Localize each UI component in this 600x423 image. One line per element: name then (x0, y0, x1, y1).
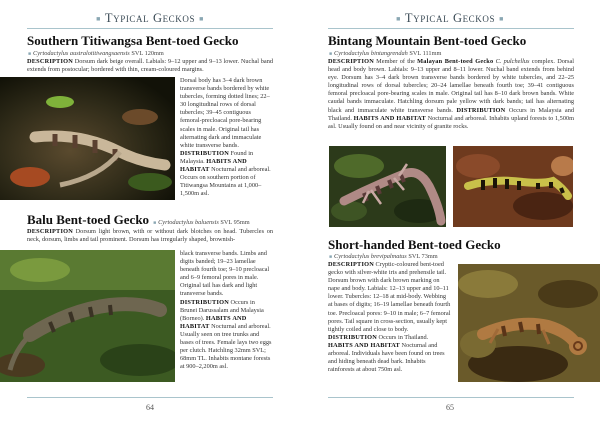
running-head: ■ Typical Geckos ■ (396, 11, 504, 25)
page-65 (300, 0, 600, 423)
gecko-photo-southern-titiwangsa (0, 77, 175, 200)
page-number: 64 (146, 403, 154, 412)
species-description: DESCRIPTION Cryptic-coloured bent-toed gecko with silver-white iris and prehensile tail. Dorsum brown with dark brown marking on nape and body. Labials: 12–13 upper and 10–11 lower. Tubercles: 12–18 at mid-body. Webbing at bases of digits; 16–19 lamellae beneath fourth toe. Precloacal pores: 9–10 in male; 6–7 femoral pores. Tail square in cross-section, usually kept tightly coiled and close to body. DISTRIBUTION Occurs in Thailand. HABITS AND HABITAT Nocturnal and arboreal. Individuals have been found on trees and hiding beneath dead bark. Inhabits rainforests at about 750m asl. (328, 261, 451, 374)
species-title: Balu Bent-toed Gecko ■ Cyrtodactylus baluensis SVL 95mm (27, 212, 250, 227)
gecko-photo-balu (0, 250, 175, 382)
square-bullet-icon: ■ (396, 15, 401, 24)
species-scientific-line: ■ Cyrtodactylus brevipalmatus SVL 73mm (329, 253, 438, 260)
footer-rule (328, 397, 574, 398)
species-scientific-line: ■ Cyrtodactylus australotitiwangsaensis SVL 120mm (28, 50, 164, 57)
species-description: DESCRIPTION Member of the Malayan Bent-toed Gecko C. pulchellus complex. Dorsal head and body brown. Labials: 9–13 upper and 8–11 lower. Nuchal band extends from behind eye. Dorsum has 3–4 dark brown transverse bands bordered by white tubercles, and 22–25 longitudinal rows of dorsal tubercles; 20–24 lamellae beneath fourth toe; 39–41 contiguous femoral precloacal pore-bearing scales in male. Original tail has 8–10 dark brown bands. White caudal bands immaculate. Hatchling dorsum pale yellow with dark bands; tail has alternating black and immaculate white transverse bands. DISTRIBUTION Occurs in Malaysia and Thailand. HABITS AND HABITAT Nocturnal and arboreal. Inhabits upland forests to 1,500m asl. Usually found on and near vicinity of granite rocks. (328, 58, 575, 130)
species-description-continued: Dorsal body has 3–4 dark brown transverse bands bordered by white tubercles, forming dotted lines; 22–30 longitudinal rows of dorsal tubercles; 39–45 contiguous femoral-precloacal pore-bearing scales in male. Original tail has alternating dark and immaculate white transverse bands. DISTRIBUTION Found in Malaysia. HABITS AND HABITAT Nocturnal and arboreal. Occurs on southern portion of Titiwangsa Mountains at 1,000–1,500m asl. (180, 77, 271, 198)
square-bullet-icon: ■ (153, 221, 157, 226)
species-scientific-line: ■ Cyrtodactylus baluensis SVL 95mm (153, 219, 250, 226)
species-title: Short-handed Bent-toed Gecko (328, 237, 501, 252)
footer-rule (27, 397, 273, 398)
species-title: Bintang Mountain Bent-toed Gecko (328, 33, 527, 48)
square-bullet-icon: ■ (329, 255, 333, 260)
square-bullet-icon: ■ (199, 15, 204, 24)
gecko-photo-short-handed (458, 264, 600, 382)
page-number: 65 (446, 403, 454, 412)
square-bullet-icon: ■ (28, 52, 32, 57)
header-rule (27, 28, 273, 29)
running-head: ■ Typical Geckos ■ (96, 11, 204, 25)
gecko-photo-bintang-hatchling (453, 146, 573, 227)
species-description: DESCRIPTION Dorsum dark beige overall. Labials: 9–12 upper and 9–13 lower. Nuchal band extends from postocular; bordered with thin, cream-coloured margins. (27, 58, 273, 74)
species-scientific-line: ■ Cyrtodactylus bintangrendah SVL 111mm (329, 50, 442, 57)
species-title: Southern Titiwangsa Bent-toed Gecko (27, 33, 239, 48)
square-bullet-icon: ■ (329, 52, 333, 57)
gecko-photo-bintang-adult (329, 146, 446, 227)
square-bullet-icon: ■ (499, 15, 504, 24)
square-bullet-icon: ■ (96, 15, 101, 24)
header-rule (328, 28, 574, 29)
species-description: DESCRIPTION Dorsum light brown, with or without dark blotches on head. Tubercles on neck, dorsum, limbs and tail prominent. Dorsum has irregularly shaped, brownish- (27, 228, 273, 244)
species-description-continued: black transverse bands. Limbs and digits banded; 19–23 lamellae beneath fourth toe; 9–10 precloacal and 6–9 femoral pores in male. Original tail has dark and light transverse bands. DISTRIBUTION Occurs in Brunei Darussalam and Malaysia (Borneo). HABITS AND HABITAT Nocturnal and arboreal. Usually seen on tree trunks and bases of trees. Female lays two eggs per clutch. Hatchling 32mm SVL; 68mm TL. Inhabits montane forests at 900–2,200m asl. (180, 250, 272, 371)
